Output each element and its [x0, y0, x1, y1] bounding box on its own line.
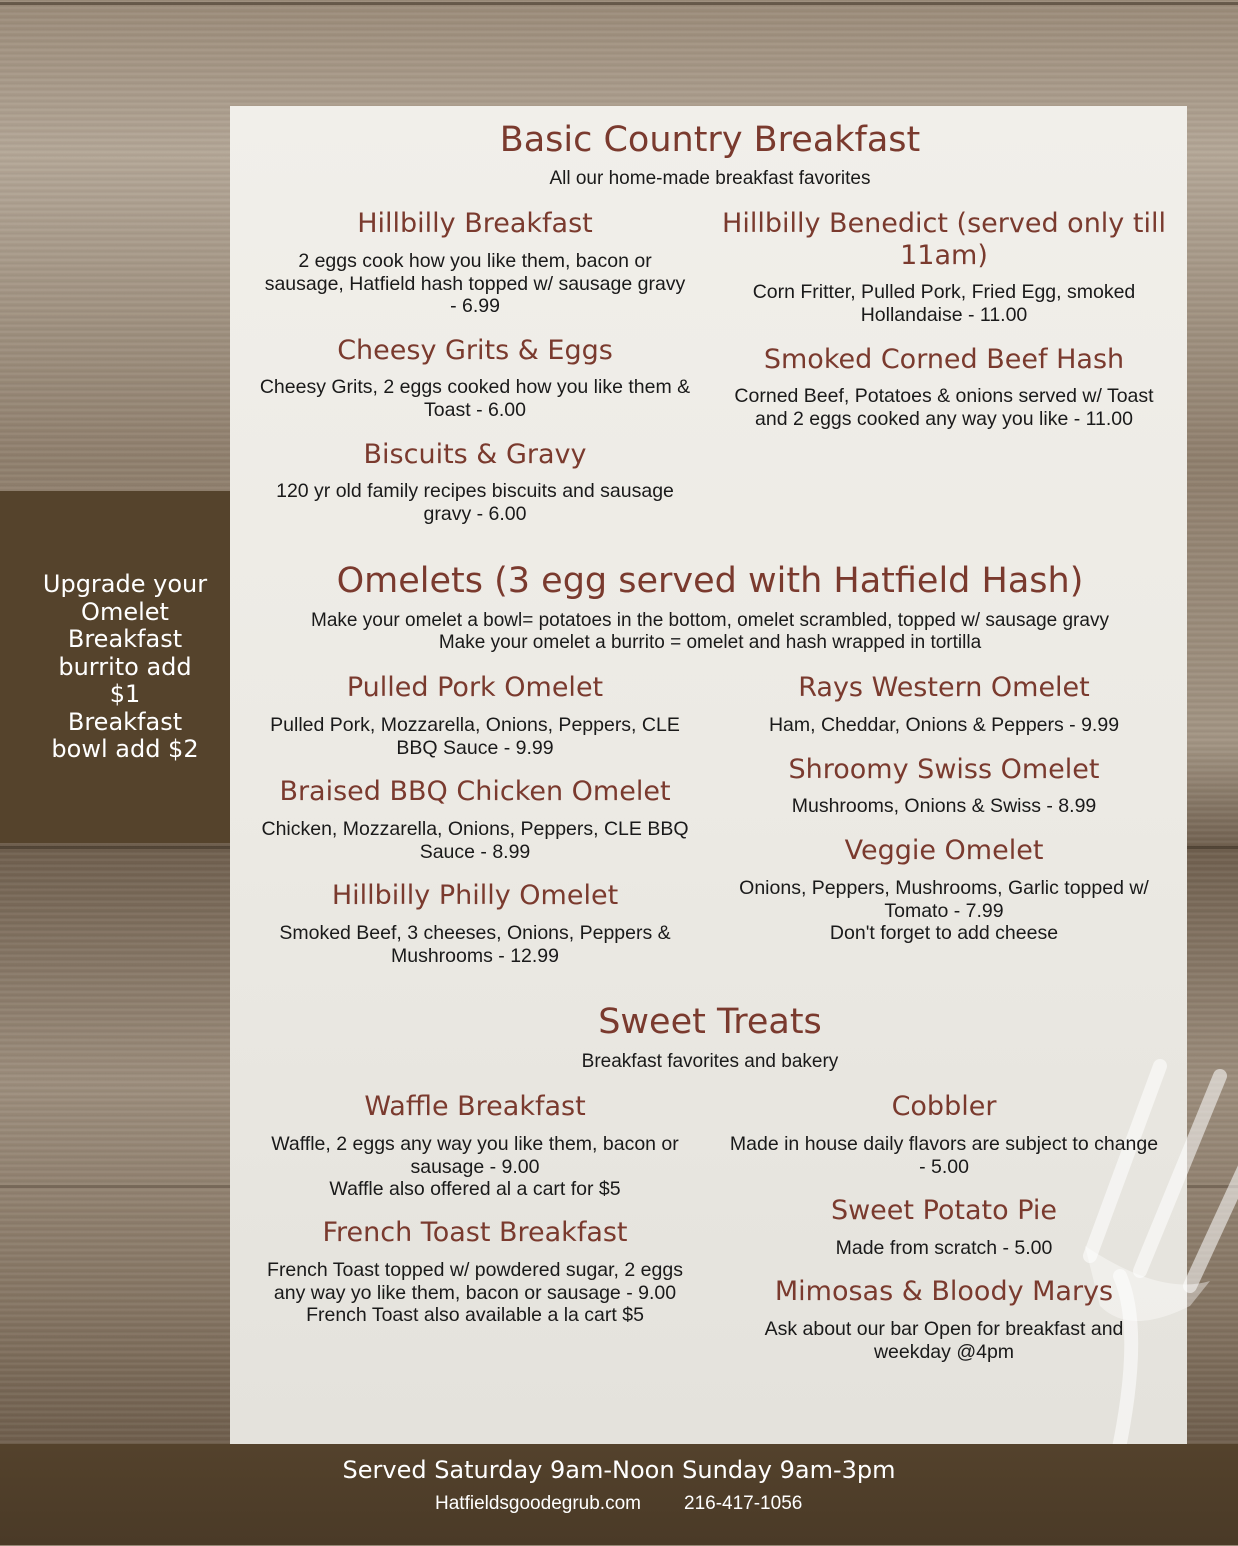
item-title: Cobbler [891, 1091, 997, 1122]
footer-website-link[interactable]: Hatfieldsgoodegrub.com [435, 1493, 641, 1514]
footer-hours: Served Saturday 9am-Noon Sunday 9am-3pm [342, 1456, 896, 1484]
item-description: Corn Fritter, Pulled Pork, Fried Egg, smoked Hollandaise - 11.00 [752, 281, 1136, 326]
item-description: French Toast topped w/ powdered sugar, 2 eggs any way yo like them, bacon or sausage - 9.00 French Toast also available a la cart $5 [267, 1259, 683, 1326]
item-title: Rays Western Omelet [798, 672, 1090, 703]
item-title: Waffle Breakfast [364, 1091, 586, 1122]
section-title-basic: Basic Country Breakfast [499, 120, 921, 160]
item-description: Ham, Cheddar, Onions & Peppers - 9.99 [768, 714, 1120, 736]
section-subtitle-sweet: Breakfast favorites and bakery [581, 1051, 839, 1072]
item-title: Smoked Corned Beef Hash [763, 344, 1125, 375]
item-description: Cheesy Grits, 2 eggs cooked how you like them & Toast - 6.00 [259, 376, 691, 421]
item-title: Sweet Potato Pie [830, 1195, 1058, 1226]
item-title: Shroomy Swiss Omelet [788, 754, 1100, 785]
item-description: Smoked Beef, 3 cheeses, Onions, Peppers & Mushrooms - 12.99 [279, 922, 671, 967]
item-description: Chicken, Mozzarella, Onions, Peppers, CLE BBQ Sauce - 8.99 [261, 818, 689, 863]
item-description: Onions, Peppers, Mushrooms, Garlic topped w/ Tomato - 7.99 Don't forget to add cheese [739, 877, 1149, 944]
footer-phone: 216-417-1056 [684, 1493, 803, 1514]
item-description: Ask about our bar Open for breakfast and weekday @4pm [764, 1318, 1124, 1363]
section-title-sweet: Sweet Treats [598, 1002, 822, 1042]
item-description: Made in house daily flavors are subject to change - 5.00 [729, 1133, 1159, 1178]
item-description: Corned Beef, Potatoes & onions served w/ Toast and 2 eggs cooked any way you like - 11.00 [734, 385, 1154, 430]
item-title: Mimosas & Bloody Marys [774, 1276, 1114, 1307]
item-description: 2 eggs cook how you like them, bacon or sausage, Hatfield hash topped w/ sausage gravy - 6.99 [264, 250, 686, 317]
section-subtitle-basic: All our home-made breakfast favorites [549, 168, 871, 189]
item-title: Pulled Pork Omelet [346, 672, 604, 703]
item-description: Mushrooms, Onions & Swiss - 8.99 [791, 795, 1097, 817]
item-description: Made from scratch - 5.00 [835, 1237, 1053, 1259]
item-description: Waffle, 2 eggs any way you like them, bacon or sausage - 9.00 Waffle also offered al a cart for $5 [271, 1133, 679, 1200]
item-title: Hillbilly Breakfast [357, 208, 593, 239]
wood-seam [0, 2, 1238, 5]
section-subtitle-omelets: Make your omelet a bowl= potatoes in the bottom, omelet scrambled, topped w/ sausage gravy Make your omelet a burrito = omelet and hash wrapped in tortilla [311, 610, 1109, 653]
item-title: Hillbilly Benedict (served only till 11am) [722, 208, 1166, 271]
footer-bar [0, 1444, 1238, 1545]
item-title: Veggie Omelet [844, 835, 1044, 866]
item-title: Cheesy Grits & Eggs [337, 335, 613, 366]
item-title: French Toast Breakfast [322, 1217, 628, 1248]
upgrade-sidebar [0, 491, 230, 843]
upgrade-note: Upgrade your Omelet Breakfast burrito add $1 Breakfast bowl add $2 [42, 570, 208, 763]
item-description: Pulled Pork, Mozzarella, Onions, Peppers, CLE BBQ Sauce - 9.99 [270, 714, 680, 759]
section-title-omelets: Omelets (3 egg served with Hatfield Hash) [336, 561, 1084, 601]
item-title: Biscuits & Gravy [363, 439, 587, 470]
item-title: Hillbilly Philly Omelet [331, 880, 619, 911]
item-description: 120 yr old family recipes biscuits and sausage gravy - 6.00 [276, 480, 674, 525]
item-title: Braised BBQ Chicken Omelet [279, 776, 671, 807]
